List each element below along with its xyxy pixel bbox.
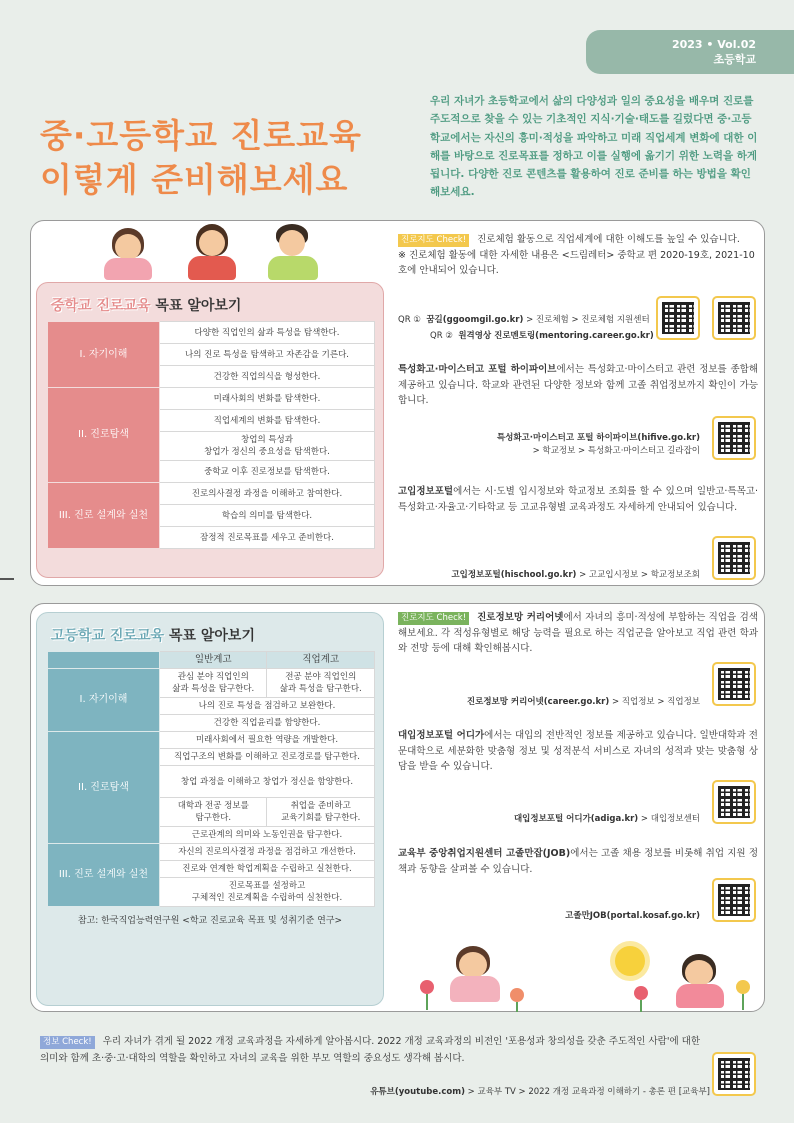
flower-icon	[634, 986, 648, 1000]
table-cell: 직업구조의 변화를 이해하고 진로경로를 탐구한다.	[160, 749, 375, 766]
category-cell: II. 진로탐색	[48, 388, 160, 483]
job-name: 교육부 중앙취업지원센터 고졸만잡(JOB)	[398, 848, 571, 859]
table-cell: 취업을 준비하고 교육기회를 탐구한다.	[267, 798, 375, 827]
high-school-goals-box	[36, 612, 384, 1006]
flower-stem	[640, 1000, 642, 1012]
intro-paragraph: 우리 자녀가 초등학교에서 삶의 다양성과 일의 중요성을 배우며 진로를 주도적으로 찾을 수 있는 기초적인 지식·기술·태도를 길렀다면 중·고등학교에서는 자신의 흥미·적성을 파악하고 미래 직업세계 변화에 대한 이해를 바탕으로 진로목표를 정하고 이를 실행에 옮기기 위한 노력을 하게 됩니다. 다양한 진로 콘텐츠를 활용하여 진로 준비를 하는 방법을 확인해보세요.	[430, 95, 758, 199]
job-description: 에서는 고졸 채용 정보를 비롯해 취업 지원 정책과 동향을 살펴볼 수 있습니다.	[398, 848, 758, 875]
title-line-2: 이렇게 준비해보세요	[40, 160, 349, 199]
page-title	[40, 114, 362, 202]
table-cell: 나의 진로 특성을 탐색하고 자존감을 기른다.	[160, 344, 375, 366]
issue-number: 2023 • Vol.02	[671, 38, 756, 51]
hischool-path: > 고교입시정보 > 학교정보조회	[576, 570, 700, 580]
flower-stem	[742, 994, 744, 1010]
table-cell: 잠정적 진로목표를 세우고 준비한다.	[160, 527, 375, 549]
flower-icon	[420, 980, 434, 994]
adiga-section	[398, 728, 758, 775]
middle-school-goals-title	[51, 295, 373, 315]
hifive-path: > 학교정보 > 특성화고·마이스터고 길라잡이	[532, 446, 700, 456]
qr-code-1[interactable]	[656, 296, 700, 340]
column-header-general: 일반계고	[160, 652, 267, 669]
table-cell: 건강한 직업의식을 형성한다.	[160, 366, 375, 388]
table-cell: 다양한 직업인의 삶과 특성을 탐색한다.	[160, 322, 375, 344]
title-line-1: 중·고등학교 진로교육	[40, 116, 362, 155]
divider	[0, 578, 14, 580]
job-section	[398, 846, 758, 877]
table-cell: 자신의 진로의사결정 과정을 점검하고 개선한다.	[160, 844, 375, 861]
table-cell: 전공 분야 직업인의 삶과 특성을 탐구한다.	[267, 669, 375, 698]
category-cell: I. 자기이해	[48, 322, 160, 388]
adiga-name: 대입정보포털 어디가	[398, 730, 485, 741]
reference-note: 참고: 한국직업능력연구원 <학교 진로교육 목표 및 성취기준 연구>	[77, 916, 343, 926]
check-tag: 진로지도 Check!	[398, 234, 469, 247]
mentoring-link[interactable]: 원격영상 진로멘토링(mentoring.career.go.kr)	[458, 331, 654, 341]
middle-school-goals-box	[36, 282, 384, 578]
title-highlight: 중학교 진로교육	[51, 298, 151, 314]
hischool-section	[398, 484, 758, 515]
footer-source	[300, 1085, 710, 1097]
hifive-link[interactable]: 특성화고·마이스터고 포털 하이파이브(hifive.go.kr)	[496, 433, 700, 443]
column-header-vocational: 직업계고	[267, 652, 375, 669]
qr-code-job[interactable]	[712, 878, 756, 922]
student-illustration-3	[262, 224, 324, 282]
adiga-source	[398, 813, 700, 826]
category-career-design: III. 진로 설계와 실천	[48, 844, 160, 907]
hischool-link[interactable]: 고입정보포털(hischool.go.kr)	[451, 570, 577, 580]
hifive-source	[398, 432, 700, 458]
table-cell: 중학교 이후 진로정보를 탐색한다.	[160, 461, 375, 483]
title-rest: 목표 알아보기	[164, 628, 255, 644]
adiga-description: 에서는 대입의 전반적인 정보를 제공하고 있습니다. 일반대학과 전문대학으로 세분화한 맞춤형 정보 및 성적분석 서비스로 자녀의 성적과 맞는 맞춤형 상담을 받을 수 있습니다.	[398, 730, 758, 772]
job-source	[398, 910, 700, 923]
hifive-section	[398, 362, 758, 409]
qr-code-2[interactable]	[712, 296, 756, 340]
hischool-name: 고입정보포털	[398, 486, 454, 497]
table-cell: 창업 과정을 이해하고 창업가 정신을 함양한다.	[160, 766, 375, 798]
qr2-label: QR ②	[430, 331, 453, 341]
hifive-description: 에서는 특성화고·마이스터고 관련 정보를 종합해 제공하고 있습니다. 학교와 관련된 다양한 정보와 함께 고졸 취업정보까지 확인이 가능합니다.	[398, 364, 759, 406]
careernet-description: 에서 자녀의 흥미·적성에 부합하는 직업을 검색해보세요. 각 적성유형별로 해당 능력을 필요로 하는 직업군을 알아보고 직업 관련 학과와 전망 등에 대해 확인해봅시다.	[398, 612, 759, 654]
table-cell: 창업의 특성과 창업가 정신의 중요성을 탐색한다.	[160, 432, 375, 461]
qr-code-careernet[interactable]	[712, 662, 756, 706]
footer-info	[40, 1033, 710, 1067]
careernet-link[interactable]: 진로정보망 커리어넷(career.go.kr)	[466, 697, 610, 707]
table-corner	[48, 652, 160, 669]
qr-code-youtube[interactable]	[712, 1052, 756, 1096]
child-waving-illustration	[672, 954, 728, 1010]
qr-code-hischool[interactable]	[712, 536, 756, 580]
careernet-source	[398, 696, 700, 709]
footer-text: 우리 자녀가 겪게 될 2022 개정 교육과정을 자세하게 알아봅시다. 2022 개정 교육과정의 비전인 '포용성과 창의성을 갖춘 주도적인 사람'에 대한 의미와 함께 초·중·고·대학의 역할을 확인하고 자녀의 교육을 위한 부모 역할의 중요성도 생각해 봅시다.	[40, 1036, 701, 1064]
student-illustration-1	[98, 228, 158, 282]
career-experience-section	[398, 232, 758, 279]
ggoomgil-link[interactable]: 꿈길(ggoomgil.go.kr)	[426, 315, 524, 325]
table-cell: 미래사회의 변화를 탐색한다.	[160, 388, 375, 410]
career-experience-lead: 진로체험 활동으로 직업세계에 대한 이해도를 높일 수 있습니다.	[477, 234, 740, 245]
table-cell: 진로와 연계한 학업계획을 수립하고 실천한다.	[160, 861, 375, 878]
table-cell: 직업세계의 변화를 탐색한다.	[160, 410, 375, 432]
sun-icon	[615, 946, 645, 976]
category-career-exploration: II. 진로탐색	[48, 732, 160, 844]
youtube-path: > 교육부 TV > 2022 개정 교육과정 이해하기 - 총론 편 [교육부]	[464, 1087, 710, 1097]
check-tag: 진로지도 Check!	[398, 612, 469, 625]
table-cell: 미래사회에서 필요한 역량을 개발한다.	[160, 732, 375, 749]
category-self-understanding: I. 자기이해	[48, 669, 160, 732]
hischool-source	[398, 569, 700, 582]
dreamletter-notice: ※ 진로체험 활동에 대한 자세한 내용은 <드림레터> 중학교 편 2020-19호, 2021-10호에 안내되어 있습니다.	[398, 249, 755, 276]
flower-stem	[516, 1002, 518, 1012]
title-highlight: 고등학교 진로교육	[51, 628, 165, 644]
child-reading-illustration	[446, 946, 506, 1006]
adiga-link[interactable]: 대입정보포털 어디가(adiga.kr)	[513, 814, 639, 824]
hischool-description: 에서는 시·도별 입시정보와 학교정보 조회를 할 수 있으며 일반고·특목고·특성화고·자율고·기타학교 등 고교유형별 교육과정도 자세하게 안내되어 있습니다.	[398, 486, 758, 513]
high-school-goals-title	[51, 625, 373, 645]
issue-tag	[586, 30, 794, 74]
hifive-name: 특성화고·마이스터고 포털 하이파이브	[398, 364, 557, 375]
title-rest: 목표 알아보기	[150, 298, 242, 314]
adiga-path: > 대입정보센터	[638, 814, 700, 824]
high-school-goals-table	[47, 651, 375, 907]
flower-icon	[736, 980, 750, 994]
category-cell: III. 진로 설계와 실천	[48, 483, 160, 549]
flower-stem	[426, 994, 428, 1010]
job-link[interactable]: 고졸만JOB(portal.kosaf.go.kr)	[565, 911, 700, 921]
school-level: 초등학교	[713, 53, 756, 66]
table-cell: 건강한 직업윤리를 함양한다.	[160, 715, 375, 732]
careernet-section	[398, 610, 758, 657]
table-cell: 대학과 전공 정보를 탐구한다.	[160, 798, 267, 827]
middle-school-goals-table	[47, 321, 375, 549]
table-cell: 근로관계의 의미와 노동인권을 탐구한다.	[160, 827, 375, 844]
student-illustration-2	[182, 224, 242, 282]
table-cell: 학습의 의미를 탐색한다.	[160, 505, 375, 527]
ggoomgil-path: > 진로체험 > 진로체험 지원센터	[523, 315, 650, 325]
table-cell: 나의 진로 특성을 점검하고 보완한다.	[160, 698, 375, 715]
youtube-link[interactable]: 유튜브(youtube.com)	[370, 1087, 465, 1097]
flower-icon	[510, 988, 524, 1002]
qr-code-hifive[interactable]	[712, 416, 756, 460]
table-cell: 관심 분야 직업인의 삶과 특성을 탐구한다.	[160, 669, 267, 698]
qr-links	[398, 312, 758, 344]
qr-code-adiga[interactable]	[712, 780, 756, 824]
table-cell: 진로목표를 설정하고 구체적인 진로계획을 수립하여 실천한다.	[160, 878, 375, 907]
careernet-path: > 직업정보 > 직업정보	[609, 697, 700, 707]
info-check-tag: 정보 Check!	[40, 1036, 95, 1049]
qr1-label: QR ①	[398, 315, 421, 325]
table-cell: 진로의사결정 과정을 이해하고 참여한다.	[160, 483, 375, 505]
careernet-name: 진로정보망 커리어넷	[477, 612, 564, 623]
